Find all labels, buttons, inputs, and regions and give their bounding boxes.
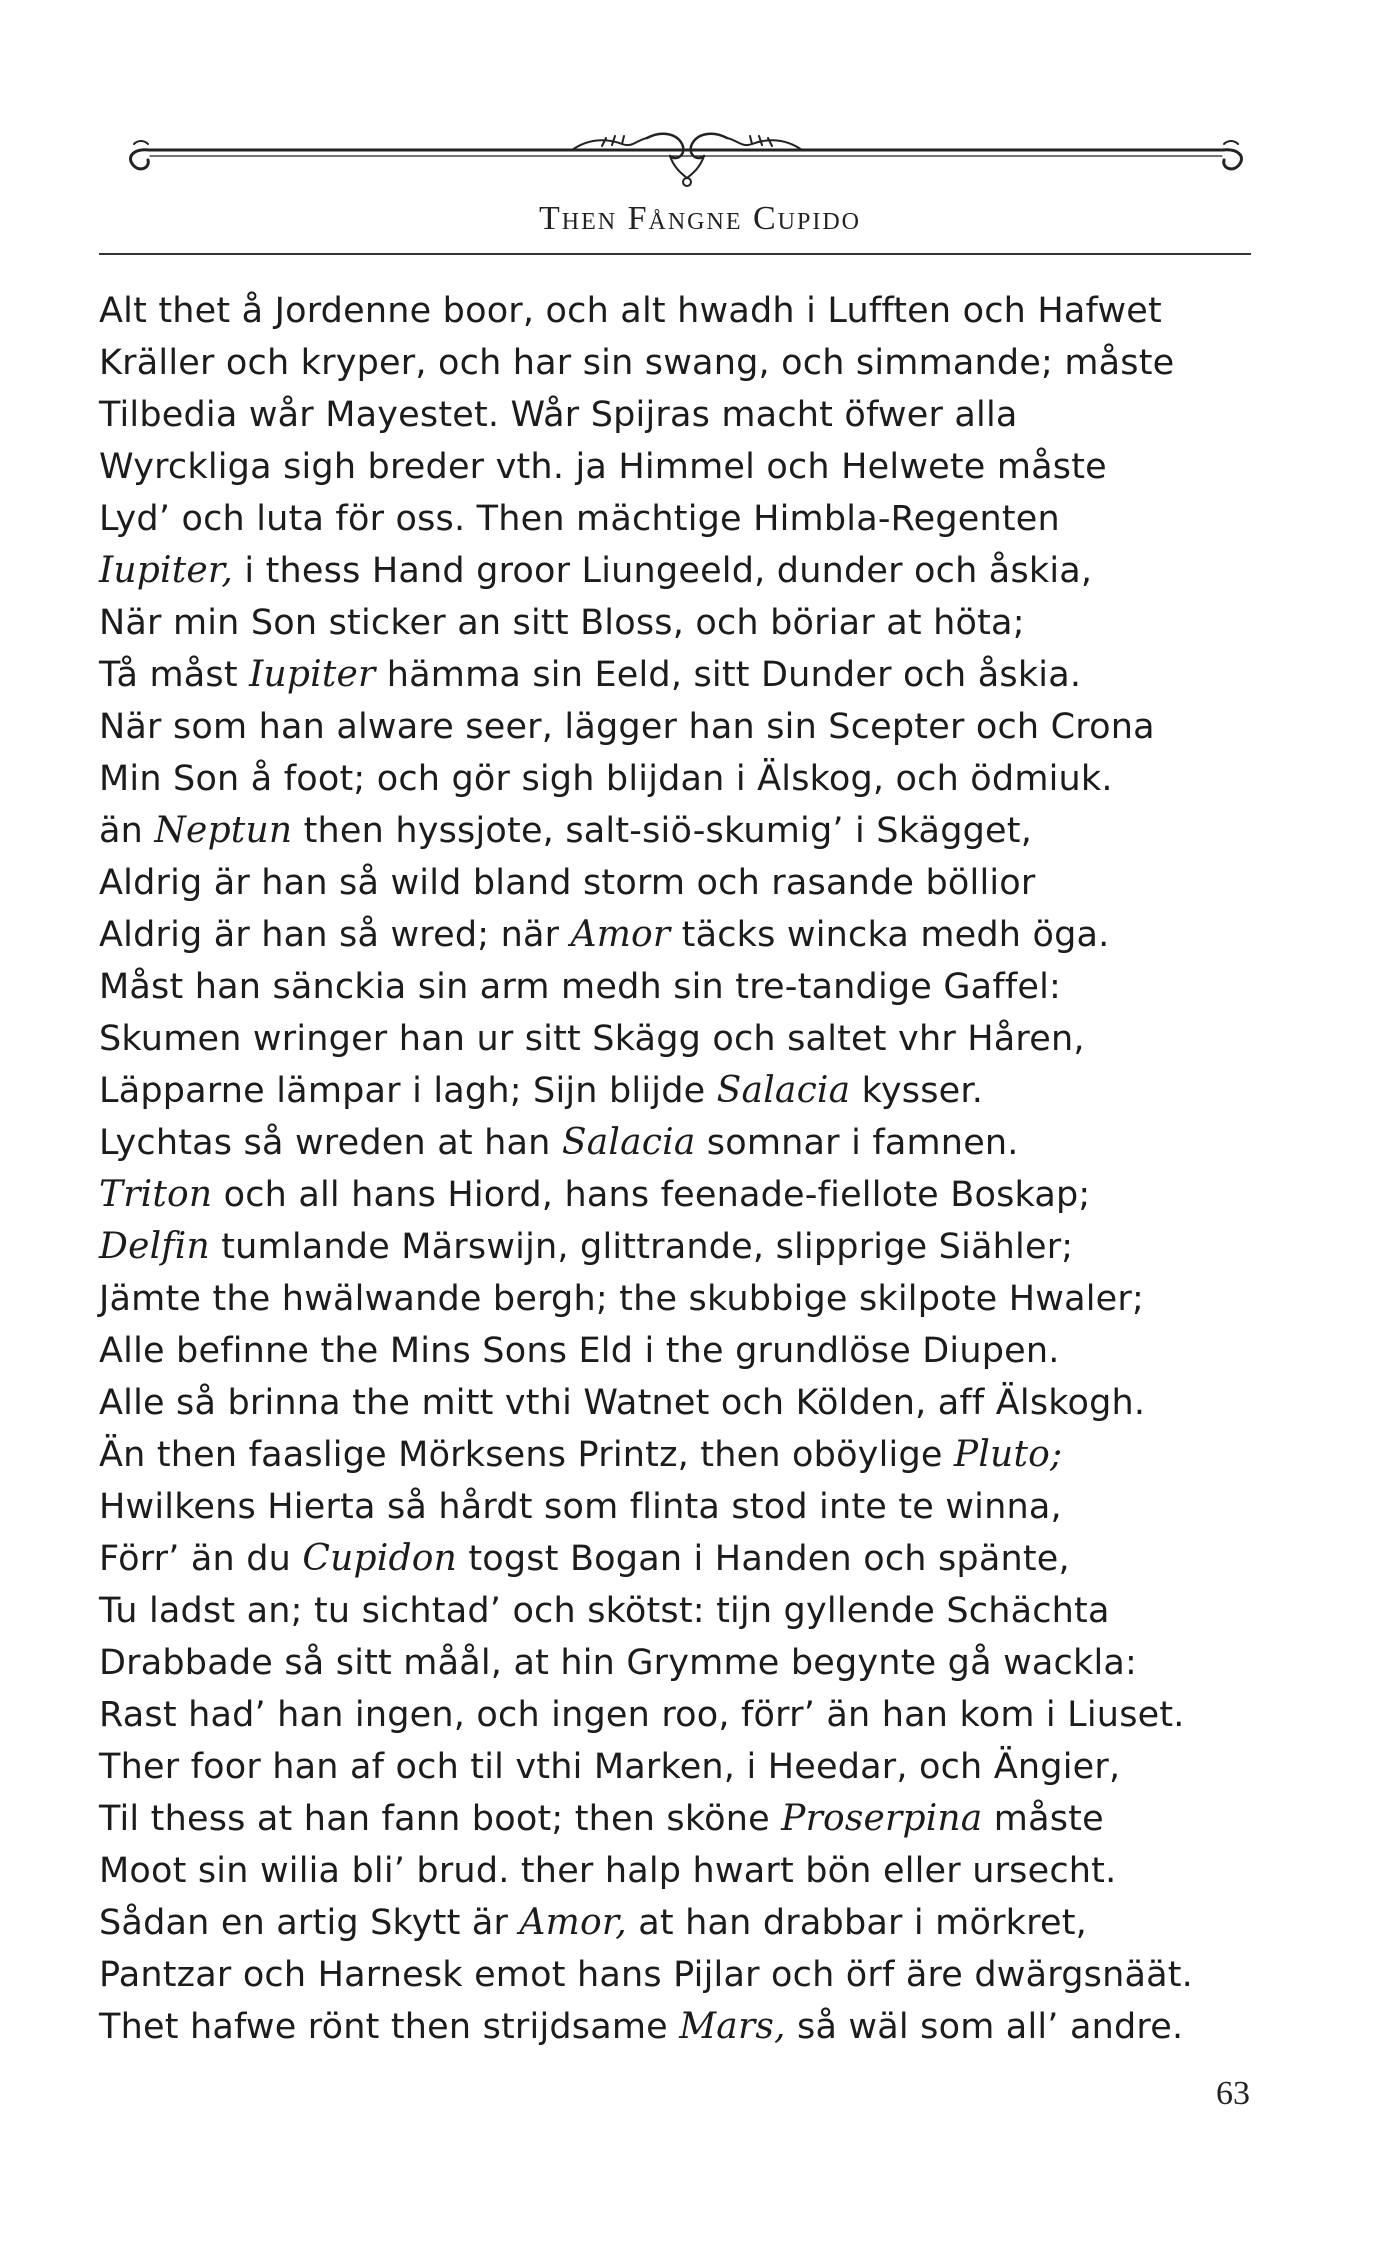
verse-text: somnar i famnen. [695, 1123, 1019, 1163]
verse-line [99, 805, 1259, 857]
italic-name: Amor, [519, 1902, 627, 1943]
verse-text: Jämte the hwälwande bergh; the skubbige skilpote Hwaler; [99, 1279, 1144, 1319]
verse-text: Tilbedia wår Mayestet. Wår Spijras macht öfwer alla [99, 395, 1018, 435]
verse-text: tumlande Märswijn, glittrande, slipprige Siähler; [209, 1227, 1074, 1267]
verse-line [99, 441, 1259, 493]
verse-line [99, 961, 1259, 1013]
verse-text: Moot sin wilia bli’ brud. ther halp hwart bön eller ursecht. [99, 1851, 1117, 1891]
header-divider [99, 253, 1251, 255]
verse-text: Thet hafwe rönt then strijdsame [99, 2007, 680, 2047]
verse-text: Förr’ än du [99, 1539, 303, 1579]
verse-text: Hwilkens Hierta så hårdt som flinta stod inte te winna, [99, 1487, 1062, 1527]
verse-text: och all hans Hiord, hans feenade-fiellote Boskap; [212, 1175, 1091, 1215]
verse-text: täcks wincka medh öga. [670, 915, 1110, 955]
verse-text: Aldrig är han så wred; när [99, 915, 571, 955]
verse-line [99, 1429, 1259, 1481]
verse-text: Tå måst [99, 655, 250, 695]
verse-line [99, 1585, 1259, 1637]
verse-line [99, 1637, 1259, 1689]
italic-name: Proserpina [781, 1798, 983, 1839]
italic-name: Iupiter [249, 654, 376, 695]
italic-name: Neptun [154, 810, 293, 851]
poem-text [99, 285, 1259, 2053]
verse-line [99, 701, 1259, 753]
verse-line [99, 1169, 1259, 1221]
verse-line [99, 1845, 1259, 1897]
verse-text: så wäl som all’ andre. [785, 2007, 1184, 2047]
verse-line [99, 857, 1259, 909]
verse-line [99, 493, 1259, 545]
verse-text: än [99, 811, 155, 851]
italic-name: Salacia [561, 1122, 696, 1163]
verse-text: Pantzar och Harnesk emot hans Pijlar och örf äre dwärgsnäät. [99, 1955, 1193, 1995]
verse-line [99, 1273, 1259, 1325]
verse-text: kysser. [850, 1071, 984, 1111]
verse-line [99, 1377, 1259, 1429]
verse-text: hämma sin Eeld, sitt Dunder och åskia. [375, 655, 1082, 695]
verse-text: Lychtas så wreden at han [99, 1123, 562, 1163]
verse-text: Kräller och kryper, och har sin swang, och simmande; måste [99, 343, 1175, 383]
verse-line [99, 1325, 1259, 1377]
verse-text: Alle befinne the Mins Sons Eld i the grundlöse Diupen. [99, 1331, 1060, 1371]
verse-line [99, 337, 1259, 389]
italic-name: Amor [570, 914, 671, 955]
verse-line [99, 1949, 1259, 2001]
verse-text: Aldrig är han så wild bland storm och rasande böllior [99, 863, 1036, 903]
verse-line [99, 1013, 1259, 1065]
verse-line [99, 1065, 1259, 1117]
verse-line [99, 1741, 1259, 1793]
verse-text: Ther foor han af och til vthi Marken, i Heedar, och Ängier, [99, 1747, 1121, 1787]
verse-line [99, 545, 1259, 597]
verse-line [99, 1793, 1259, 1845]
verse-text: Min Son å foot; och gör sigh blijdan i Älskog, och ödmiuk. [99, 759, 1113, 799]
italic-name: Cupidon [302, 1538, 457, 1579]
verse-text: Alt thet å Jordenne boor, och alt hwadh i Lufften och Hafwet [99, 291, 1162, 331]
verse-line [99, 2001, 1259, 2053]
verse-text: Wyrckliga sigh breder vth. ja Himmel och Helwete måste [99, 447, 1107, 487]
verse-text: togst Bogan i Handen och spänte, [457, 1539, 1070, 1579]
verse-text: Rast had’ han ingen, och ingen roo, förr’ än han kom i Liuset. [99, 1695, 1185, 1735]
italic-name: Pluto; [953, 1434, 1063, 1475]
verse-line [99, 1689, 1259, 1741]
verse-line [99, 649, 1259, 701]
verse-text: Lyd’ och luta för oss. Then mächtige Himbla-Regenten [99, 499, 1060, 539]
verse-text: När min Son sticker an sitt Bloss, och böriar at höta; [99, 603, 1025, 643]
verse-text: Än then faaslige Mörksens Printz, then oböylige [99, 1435, 954, 1475]
verse-line [99, 1481, 1259, 1533]
verse-text: Til thess at han fann boot; then sköne [99, 1799, 782, 1839]
verse-text: at han drabbar i mörkret, [626, 1903, 1087, 1943]
ornamental-header-rule [122, 118, 1252, 198]
verse-text: Alle så brinna the mitt vthi Watnet och Kölden, aff Älskogh. [99, 1383, 1146, 1423]
verse-text: then hyssjote, salt-siö-skumig’ i Skägget, [292, 811, 1033, 851]
verse-text: När som han alware seer, lägger han sin Scepter och Crona [99, 707, 1155, 747]
verse-line [99, 597, 1259, 649]
verse-line [99, 285, 1259, 337]
verse-text: Sådan en artig Skytt är [99, 1903, 520, 1943]
italic-name: Mars, [679, 2006, 786, 2047]
italic-name: Salacia [716, 1070, 851, 1111]
verse-text: Tu ladst an; tu sichtad’ och skötst: tijn gyllende Schächta [99, 1591, 1110, 1631]
running-head: Then Fångne Cupido [538, 200, 861, 237]
verse-line [99, 1221, 1259, 1273]
verse-line [99, 1533, 1259, 1585]
verse-line [99, 753, 1259, 805]
verse-text: Skumen wringer han ur sitt Skägg och saltet vhr Håren, [99, 1019, 1085, 1059]
verse-text: i thess Hand groor Liungeeld, dunder och åskia, [233, 551, 1093, 591]
verse-text: Läpparne lämpar i lagh; Sijn blijde [99, 1071, 717, 1111]
verse-text: Drabbade så sitt måål, at hin Grymme begynte gå wackla: [99, 1643, 1138, 1683]
verse-line [99, 1117, 1259, 1169]
italic-name: Delfin [99, 1226, 210, 1267]
verse-line [99, 909, 1259, 961]
italic-name: Iupiter, [99, 550, 234, 591]
verse-text: måste [982, 1799, 1104, 1839]
verse-text: Måst han sänckia sin arm medh sin tre-tandige Gaffel: [99, 967, 1062, 1007]
verse-line [99, 389, 1259, 441]
page-number: 63 [1216, 2075, 1250, 2112]
verse-line [99, 1897, 1259, 1949]
italic-name: Triton [99, 1174, 213, 1215]
